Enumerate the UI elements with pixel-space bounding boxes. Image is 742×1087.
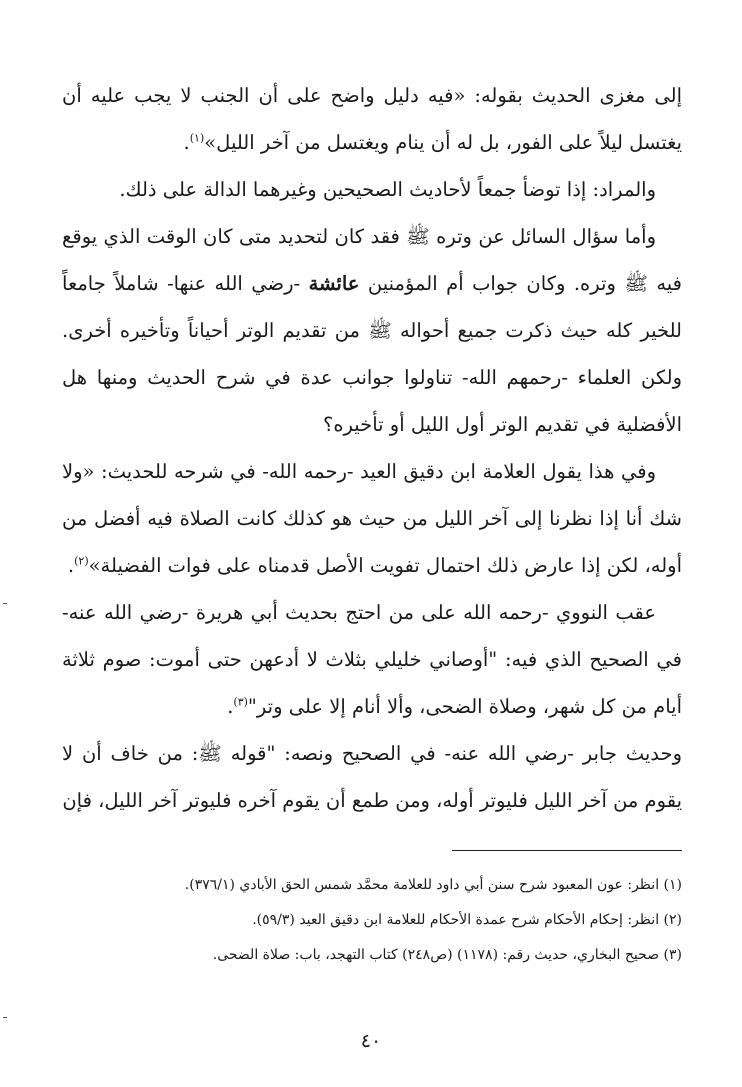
footnote-ref-3: (٣) — [233, 695, 248, 709]
page-number: ٤٠ — [360, 1030, 382, 1052]
paragraph-1 — [62, 72, 682, 166]
main-text — [62, 72, 682, 824]
footnote-3: (٣) صحيح البخاري، حديث رقم: (١١٧٨) (ص٢٤٨) كتاب التهجد، باب: صلاة الضحى. — [212, 947, 682, 963]
paragraph-3-text-a: وأما سؤال السائل عن وتره ﷺ فقد كان لتحديد متى كان الوقت الذي يوقع فيه ﷺ وتره. وكان جواب أم المؤمنين — [62, 225, 683, 295]
paragraph-3-text-b: -رضي الله عنها- شاملاً جامعاً للخير كله حيث ذكرت جميع أحواله ﷺ من تقديم الوتر أحياناً وتأخيره أخرى. ولكن العلماء -رحمهم الله- تناولوا جوانب عدة في شرح الحديث ومنها هل الأفضلية في تقديم الوتر أول الليل أو تأخيره؟ — [62, 272, 682, 436]
paragraph-3 — [62, 213, 682, 448]
name-aisha: عائشة — [308, 272, 360, 295]
paragraph-5-text: عقب النووي -رحمه الله على من احتج بحديث أبي هريرة -رضي الله عنه- في الصحيح الذي فيه: "أوصاني خليلي بثلاث لا أدعهن حتى أموت: صوم ثلاثة أيام من كل شهر، وصلاة الضحى، وألا أنام إلا على وتر" — [62, 601, 682, 718]
paragraph-4-text: وفي هذا يقول العلامة ابن دقيق العيد -رحمه الله- في شرحه للحديث: «ولا شك أنا إذا نظرنا إلى آخر الليل من حيث هو كذلك كانت الصلاة فيه أفضل من أوله، لكن إذا عارض ذلك احتمال تفويت الأصل قدمناه على فوات الفضيلة» — [62, 460, 682, 577]
paragraph-6: وحديث جابر -رضي الله عنه- في الصحيح ونصه: "قوله ﷺ: من خاف أن لا يقوم من آخر الليل فليوتر أوله، ومن طمع أن يقوم آخره فليوتر آخر الليل، فإن — [62, 742, 682, 812]
paragraph-5-end: . — [227, 695, 234, 718]
paragraph-4-end: . — [67, 554, 75, 577]
footnote-separator — [452, 850, 682, 851]
footnote-2: (٢) انظر: إحكام الأحكام شرح عمدة الأحكام للعلامة ابن دقيق العيد (٥٩/٣). — [252, 912, 682, 928]
paragraph-1-end: . — [183, 131, 190, 154]
paragraph-4 — [62, 448, 682, 589]
footnotes — [62, 868, 682, 973]
footnote-ref-1: (١) — [189, 131, 205, 145]
paragraph-1-text: إلى مغزى الحديث بقوله: «فيه دليل واضح على أن الجنب لا يجب عليه أن يغتسل ليلاً على الفور، بل له أن ينام ويغتسل من آخر الليل» — [62, 84, 682, 154]
paragraph-2: والمراد: إذا توضأ جمعاً لأحاديث الصحيحين وغيرهما الدالة على ذلك. — [119, 178, 656, 201]
footnote-ref-2: (٢) — [74, 554, 89, 568]
scan-margin-mark — [3, 603, 7, 604]
footnote-1: (١) انظر: عون المعبود شرح سنن أبي داود للعلامة محمَّد شمس الحق الأبادي (٣٧٦/١). — [184, 877, 682, 893]
scan-margin-mark — [3, 1017, 7, 1018]
paragraph-5 — [62, 589, 682, 730]
